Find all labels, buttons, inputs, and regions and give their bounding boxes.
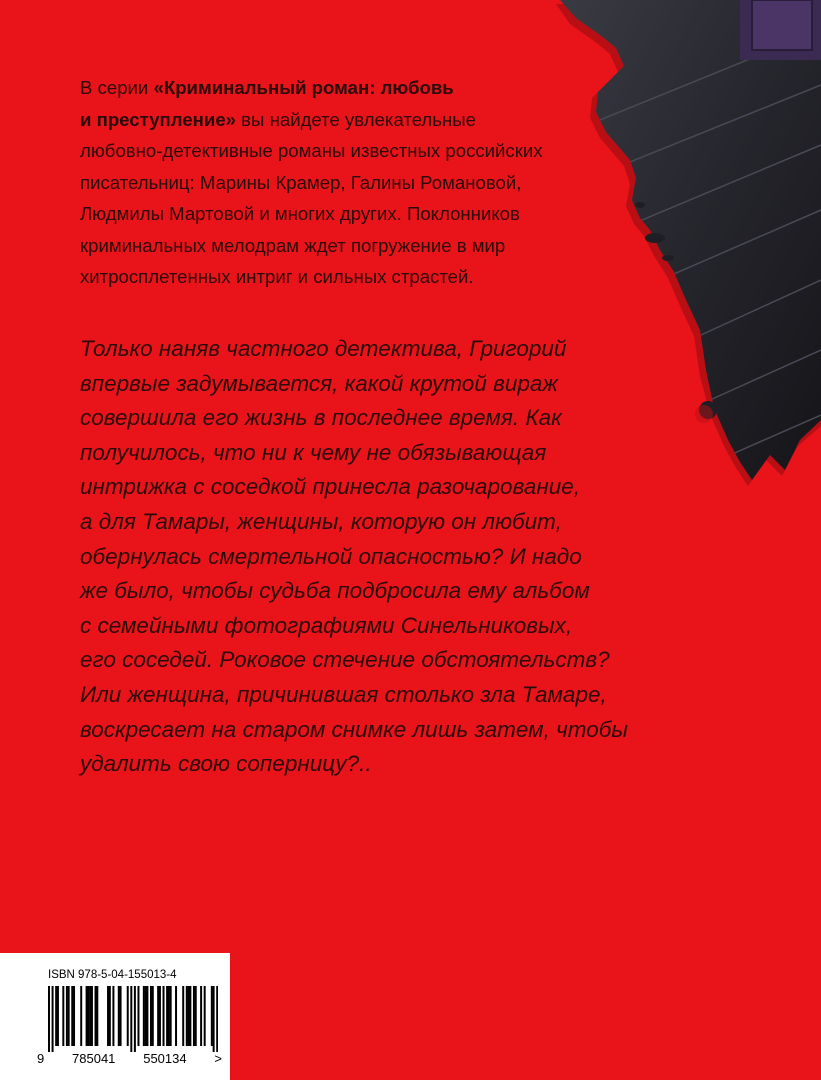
- annotation-line: впервые задумывается, какой крутой вираж: [80, 370, 558, 396]
- series-line: писательниц: Марины Крамер, Галины Романовой,: [80, 171, 522, 193]
- series-line: хитросплетенных интриг и сильных страстей.: [80, 266, 474, 287]
- series-title-line1: «Криминальный роман: любовь: [153, 77, 454, 98]
- barcode-digits-right: 550134: [143, 1051, 187, 1066]
- annotation-line: же было, чтобы судьба подбросила ему альбом: [80, 578, 590, 604]
- barcode-digit-first: 9: [37, 1051, 45, 1066]
- isbn-label: ISBN 978-5-04-155013-4: [48, 969, 177, 981]
- annotation-line: воскресает на старом снимке лишь затем, чтобы: [80, 716, 628, 742]
- annotation-line: его соседей. Роковое стечение обстоятельств?: [80, 647, 610, 673]
- barcode-digits: [37, 1051, 222, 1066]
- annotation-line: Только наняв частного детектива, Григорий: [80, 336, 567, 361]
- series-line: любовно-детективные романы известных российских: [80, 140, 543, 161]
- series-title-line2: и преступление»: [80, 108, 237, 130]
- series-prefix: В серии: [80, 77, 154, 98]
- annotation-line: а для Тамары, женщины, которую он любит,: [80, 508, 562, 534]
- series-line: криминальных мелодрам ждет погружение в мир: [80, 234, 506, 256]
- annotation-line: Или женщина, причинившая столько зла Тамаре,: [80, 681, 607, 707]
- annotation-line: обернулась смертельной опасностью? И надо: [80, 543, 582, 569]
- series-description: [80, 72, 660, 293]
- barcode-icon: [48, 986, 218, 1052]
- barcode-digit-end: >: [214, 1051, 222, 1066]
- series-line: Людмилы Мартовой и многих других. Поклонников: [80, 203, 520, 224]
- book-annotation: [80, 332, 720, 782]
- annotation-line: интрижка с соседкой принесла разочарование,: [80, 474, 580, 500]
- series-after-title: вы найдете увлекательные: [236, 108, 476, 130]
- annotation-line: с семейными фотографиями Синельниковых,: [80, 612, 573, 638]
- annotation-line: удалить свою соперницу?..: [80, 751, 372, 777]
- barcode-digits-left: 785041: [72, 1051, 116, 1066]
- annotation-line: получилось, что ни к чему не обязывающая: [80, 439, 547, 465]
- annotation-line: совершила его жизнь в последнее время. Как: [80, 405, 562, 431]
- barcode-panel: [0, 953, 230, 1080]
